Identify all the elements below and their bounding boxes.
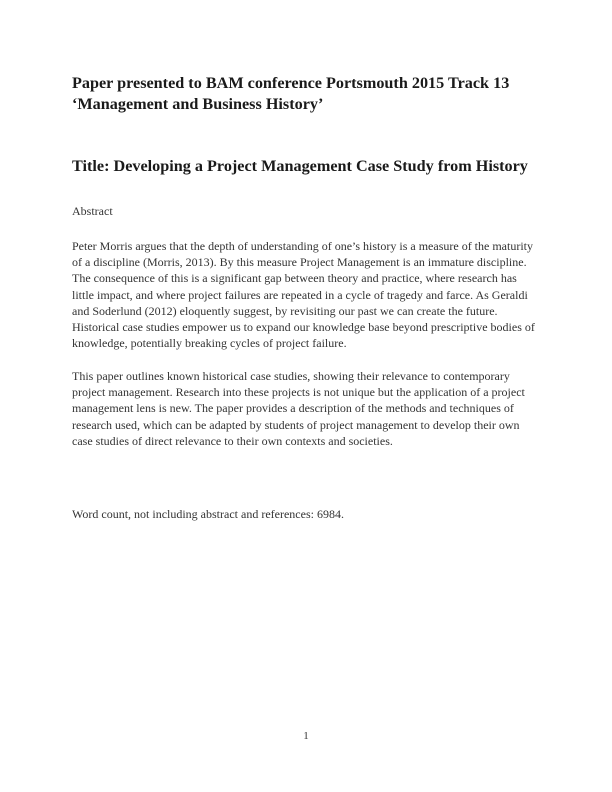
- abstract-paragraph: [72, 238, 542, 351]
- paragraph-line: Historical case studies empower us to expand our knowledge base beyond prescriptive bodies of: [72, 320, 535, 335]
- conference-heading-line: ‘Management and Business History’: [72, 95, 324, 113]
- abstract-paragraph: [72, 368, 542, 449]
- word-count: Word count, not including abstract and references: 6984.: [72, 507, 344, 521]
- paragraph-line: research used, which can be adapted by students of project management to develop their own: [72, 417, 520, 432]
- paragraph-line: Peter Morris argues that the depth of understanding of one’s history is a measure of the maturity: [72, 239, 534, 253]
- paragraph-line: This paper outlines known historical case studies, showing their relevance to contemporary: [72, 369, 510, 383]
- conference-heading-line: Paper presented to BAM conference Portsmouth 2015 Track 13: [72, 74, 510, 92]
- conference-heading: [72, 73, 509, 115]
- paragraph-line: project management. Research into these projects is not unique but the application of a project: [72, 385, 525, 400]
- abstract-label: Abstract: [72, 204, 113, 218]
- paragraph-line: knowledge, potentially breaking cycles of project failure.: [72, 336, 347, 351]
- page-number: 1: [303, 730, 309, 742]
- paragraph-line: management lens is new. The paper provides a description of the methods and techniques of: [72, 401, 514, 416]
- paragraph-line: The consequence of this is a significant gap between theory and practice, where research has: [72, 271, 517, 286]
- paragraph-line: of a discipline (Morris, 2013). By this measure Project Management is an immature discipline.: [72, 255, 527, 270]
- paper-title: Title: Developing a Project Management Case Study from History: [72, 157, 528, 175]
- paragraph-line: little impact, and where project failures are repeated in a cycle of tragedy and farce. As Geraldi: [72, 287, 528, 302]
- paragraph-line: case studies of direct relevance to their own contexts and societies.: [72, 433, 393, 448]
- paragraph-line: and Soderlund (2012) eloquently suggest, by revisiting our past we can create the future.: [72, 303, 498, 318]
